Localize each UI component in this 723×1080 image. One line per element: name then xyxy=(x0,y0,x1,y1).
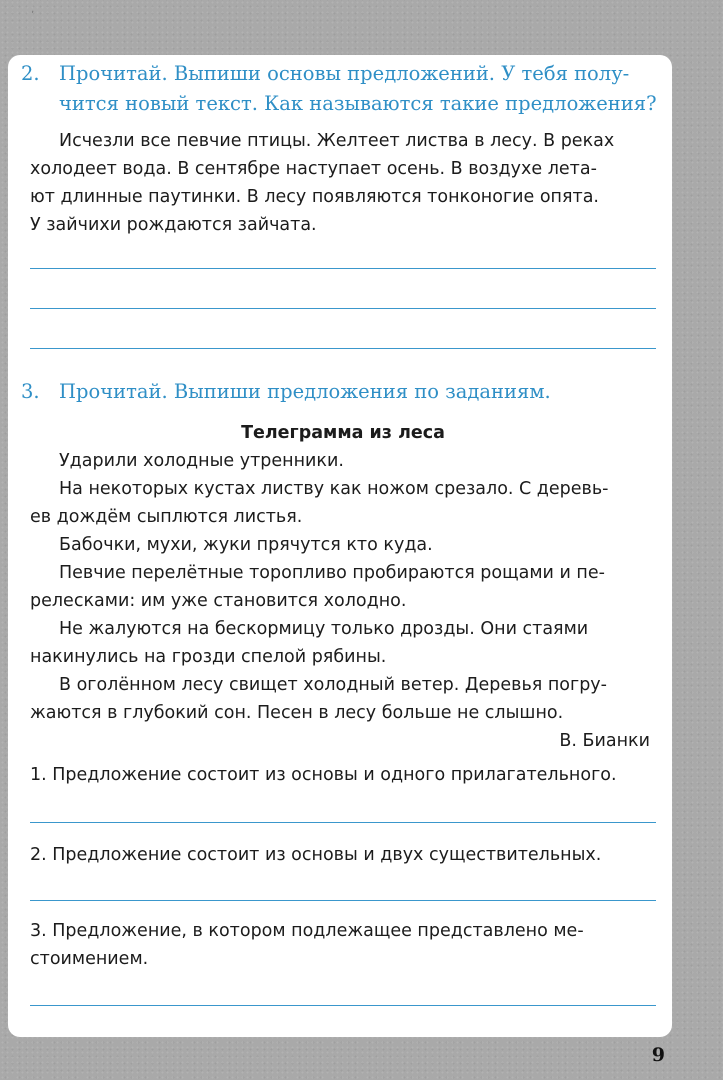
question-2: 2. Предложение состоит из основы и двух существительных. xyxy=(30,845,602,865)
author: В. Бианки xyxy=(559,731,650,751)
story-line: На некоторых кустах листву как ножом срезало. С деревь- xyxy=(59,479,609,499)
task2-title xyxy=(21,59,657,119)
task2-text-line-3: ют длинные паутинки. В лесу появляются тонконогие опята. xyxy=(30,187,599,207)
page-number: 9 xyxy=(651,1044,665,1066)
answer-line[interactable] xyxy=(30,1005,656,1006)
story-line: накинулись на грозди спелой рябины. xyxy=(30,647,387,667)
question-1: 1. Предложение состоит из основы и одного прилагательного. xyxy=(30,765,617,785)
story-line: жаются в глубокий сон. Песен в лесу больше не слышно. xyxy=(30,703,564,723)
story-line: Певчие перелётные торопливо пробираются рощами и пе- xyxy=(59,563,605,583)
task3-title xyxy=(21,377,551,407)
answer-line[interactable] xyxy=(30,348,656,349)
story-line: В оголённом лесу свищет холодный ветер. Деревья погру- xyxy=(59,675,607,695)
task3-title-text: Прочитай. Выпиши предложения по заданиям. xyxy=(59,380,551,403)
story-title: Телеграмма из леса xyxy=(241,423,445,443)
question-3-line-1: 3. Предложение, в котором подлежащее представлено ме- xyxy=(30,921,584,941)
task3-number: 3. xyxy=(21,380,40,403)
question-3-line-2: стоимением. xyxy=(30,949,149,969)
answer-line[interactable] xyxy=(30,308,656,309)
story-line: Ударили холодные утренники. xyxy=(59,451,344,471)
task2-text-line-2: холодеет вода. В сентябре наступает осень. В воздухе лета- xyxy=(30,159,597,179)
story-text xyxy=(30,447,660,755)
question-3 xyxy=(30,917,584,973)
answer-line[interactable] xyxy=(30,900,656,901)
worksheet-card xyxy=(8,55,672,1037)
answer-line[interactable] xyxy=(30,822,656,823)
story-line: релесками: им уже становится холодно. xyxy=(30,591,407,611)
task2-text-line-1: Исчезли все певчие птицы. Желтеет листва в лесу. В реках xyxy=(59,131,615,151)
story-line: Не жалуются на бескормицу только дрозды. Они стаями xyxy=(59,619,589,639)
answer-line[interactable] xyxy=(30,268,656,269)
task2-text-line-4: У зайчихи рождаются зайчата. xyxy=(30,215,317,235)
task2-title-line-2: чится новый текст. Как называются такие предложения? xyxy=(59,92,657,115)
task2-title-line-1: Прочитай. Выпиши основы предложений. У тебя полу- xyxy=(59,62,630,85)
story-line: Бабочки, мухи, жуки прячутся кто куда. xyxy=(59,535,433,555)
story-line: ев дождём сыплются листья. xyxy=(30,507,303,527)
task2-number: 2. xyxy=(21,62,40,85)
corner-mark: ʼ xyxy=(31,10,35,21)
task2-text xyxy=(30,127,614,239)
